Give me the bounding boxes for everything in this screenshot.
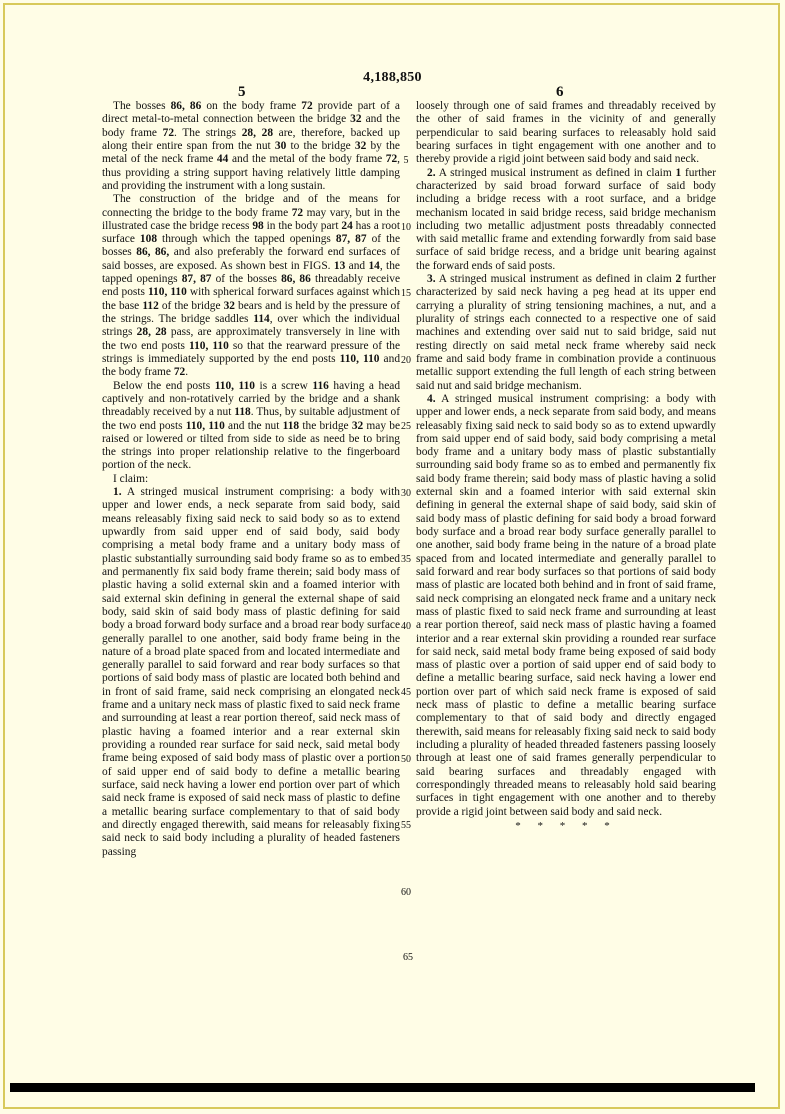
- line-number: 30: [401, 488, 411, 499]
- paragraph: The construction of the bridge and of the means for connecting the bridge to the body frame 72 may vary, but in the illustrated case the bridge recess 98 in the body part 24 has a root surface 108 through which the tapped openings 87, 87 of the bosses 86, 86, and also preferably the forward end surfaces of said bosses, are exposed. As shown best in FIGS. 13 and 14, the tapped openings 87, 87 of the bosses 86, 86 threadably receive end posts 110, 110 with spherical forward surfaces against which the base 112 of the bridge 32 bears and is held by the pressure of the strings. The bridge saddles 114, over which the individual strings 28, 28 pass, are approximately transversely in line with the two end posts 110, 110 so that the rearward pressure of the strings is immediately supported by the end posts 110, 110 and the body frame 72.: [102, 193, 401, 379]
- line-number: 10: [401, 222, 411, 233]
- left-column: [102, 100, 400, 859]
- line-number: 25: [401, 421, 411, 432]
- claim-3: 3. A stringed musical instrument as defined in claim 2 further characterized by said neck having a peg head at its upper end carrying a plurality of string tensioning machines, a nut, and a plurality of strings each connected to a respective one of said machines and extending over said nut to said bridge, said nut resting directly on said metal neck frame whereby said neck frame and said body frame in combination provide a continuous metallic support extending the full length of each string between said nut and said bridge mechanism.: [416, 273, 717, 392]
- left-column-number: 5: [238, 84, 246, 100]
- line-number: 15: [401, 288, 411, 299]
- claim-1-continued: loosely through one of said frames and threadably received by the other of said frames in the vicinity of and generally perpendicular to said bearing surfaces to releasably hold said bearing surfaces in tight engagement with one another and to thereby provide a rigid joint between said body and said neck.: [416, 100, 716, 166]
- right-column-number: 6: [556, 84, 564, 100]
- line-number: 20: [401, 355, 411, 366]
- patent-number: 4,188,850: [363, 70, 422, 85]
- line-number: 40: [401, 621, 411, 632]
- paragraph: Below the end posts 110, 110 is a screw 116 having a head captively and non-rotatively carried by the bridge and a shank threadably received by a nut 118. Thus, by suitable adjustment of the two end posts 110, 110 and the nut 118 the bridge 32 may be raised or lowered or tilted from side to side as need be to bring the strings into proper relationship relative to the fingerboard portion of the neck.: [102, 379, 401, 472]
- line-number: 35: [401, 554, 411, 565]
- claim-1: 1. A stringed musical instrument comprising: a body with upper and lower ends, a neck separate from said body, said means releasably fixing said neck to said body so as to extend upwardly from said upper end of said body, said body comprising a metal body frame and a unitary body mass of plastic substantially surrounding said body frame so as to embed and permanently fix said body frame therein; said body mass of plastic having a solid external skin and a foamed interior with said external skin defining in general the external shape of said body, said skin of said body mass of plastic defining for said body a broad forward body surface and a broad rear body surface generally parallel to one another, said body frame being in the nature of a broad plate spaced from and located intermediate and generally parallel to said forward and rear body surfaces so that portions of said body mass of plastic are located both behind and in front of said frame, said neck comprising an elongated neck frame and a unitary neck mass of plastic fixed to said neck frame and surrounding at least a rear portion thereof, said neck mass of plastic having a foamed interior and a rear external skin providing a rounded rear surface for said neck, said metal body frame being exposed of said body mass of plastic over a portion of said upper end of said body to define a metallic bearing surface, said neck having a lower end portion over part of which said neck frame is exposed of said neck mass of plastic to define a metallic bearing surface complementary to that of said body and directly engaged therewith, said means for releasably fixing said neck to said body including a plurality of headed fasteners passing: [102, 486, 400, 858]
- paragraph: The bosses 86, 86 on the body frame 72 provide part of a direct metal-to-metal connection between the bridge 32 and the body frame 72. The strings 28, 28 are, therefore, backed up along their entire span from the nut 30 to the bridge 32 by the metal of the neck frame 44 and the metal of the body frame 72, thus providing a string support having relatively little damping and providing the instrument with a long sustain.: [102, 100, 401, 192]
- bottom-bar: [10, 1083, 755, 1092]
- line-number: 50: [401, 754, 411, 765]
- end-marks: * * * * *: [515, 819, 617, 832]
- line-number: 55: [401, 820, 411, 831]
- claims-intro: I claim:: [113, 472, 149, 485]
- line-number: 5: [403, 155, 409, 166]
- line-number: 65: [403, 952, 413, 963]
- right-column: [416, 100, 716, 833]
- claim-2: 2. A stringed musical instrument as defined in claim 1 further characterized by said broad forward surface of said body including a bridge recess with a root surface, and a bridge mechanism located in said bridge recess, said bridge mechanism including two metallic adjustment posts threadably connected with said metallic frame and extending forwardly from said base surface of said bridge recess, and a bridge unit bearing against the forward ends of said posts.: [416, 166, 717, 272]
- claim-4: 4. A stringed musical instrument comprising: a body with upper and lower ends, a neck separate from said body, and means releasably fixing said neck to said body so as to extend upwardly from said upper end of said body, said body comprising a metal body frame and a unitary body mass of plastic substantially surrounding said body frame so as to embed and permanently fix said body frame therein; said body mass of plastic having a solid external skin and a foamed interior with said external skin defining in general the external shape of said body, said skin of said body mass of plastic defining for said body a broad forward body surface and a broad rear body surface generally parallel to one another, said body frame being in the nature of a broad plate spaced from and located intermediate and generally parallel to said forward and rear body surfaces so that portions of said body mass of plastic are located both behind and in front of said frame, said neck comprising an elongated neck frame and a unitary neck mass of plastic fixed to said neck frame and surrounding at least a rear portion thereof, said neck mass of plastic having a foamed interior and a rear external skin providing a rounded rear surface for said neck, said metal body frame being exposed of said body mass of plastic over a portion of said upper end of said body to define a metallic bearing surface, said neck having a lower end portion over part of which said neck frame is exposed of said neck mass of plastic to define a metallic bearing surface complementary to that of said body and directly engaged therewith, said means for releasably fixing said neck to said body including a plurality of headed threaded fasteners passing loosely through at least one of said frames generally perpendicular to said bearing surfaces and threadably engaged with correspondingly threaded means to releasably hold said bearing surfaces in tight engagement with one another and to thereby provide a rigid joint between said body and said neck.: [416, 392, 716, 818]
- line-number: 60: [401, 887, 411, 898]
- line-number: 45: [401, 687, 411, 698]
